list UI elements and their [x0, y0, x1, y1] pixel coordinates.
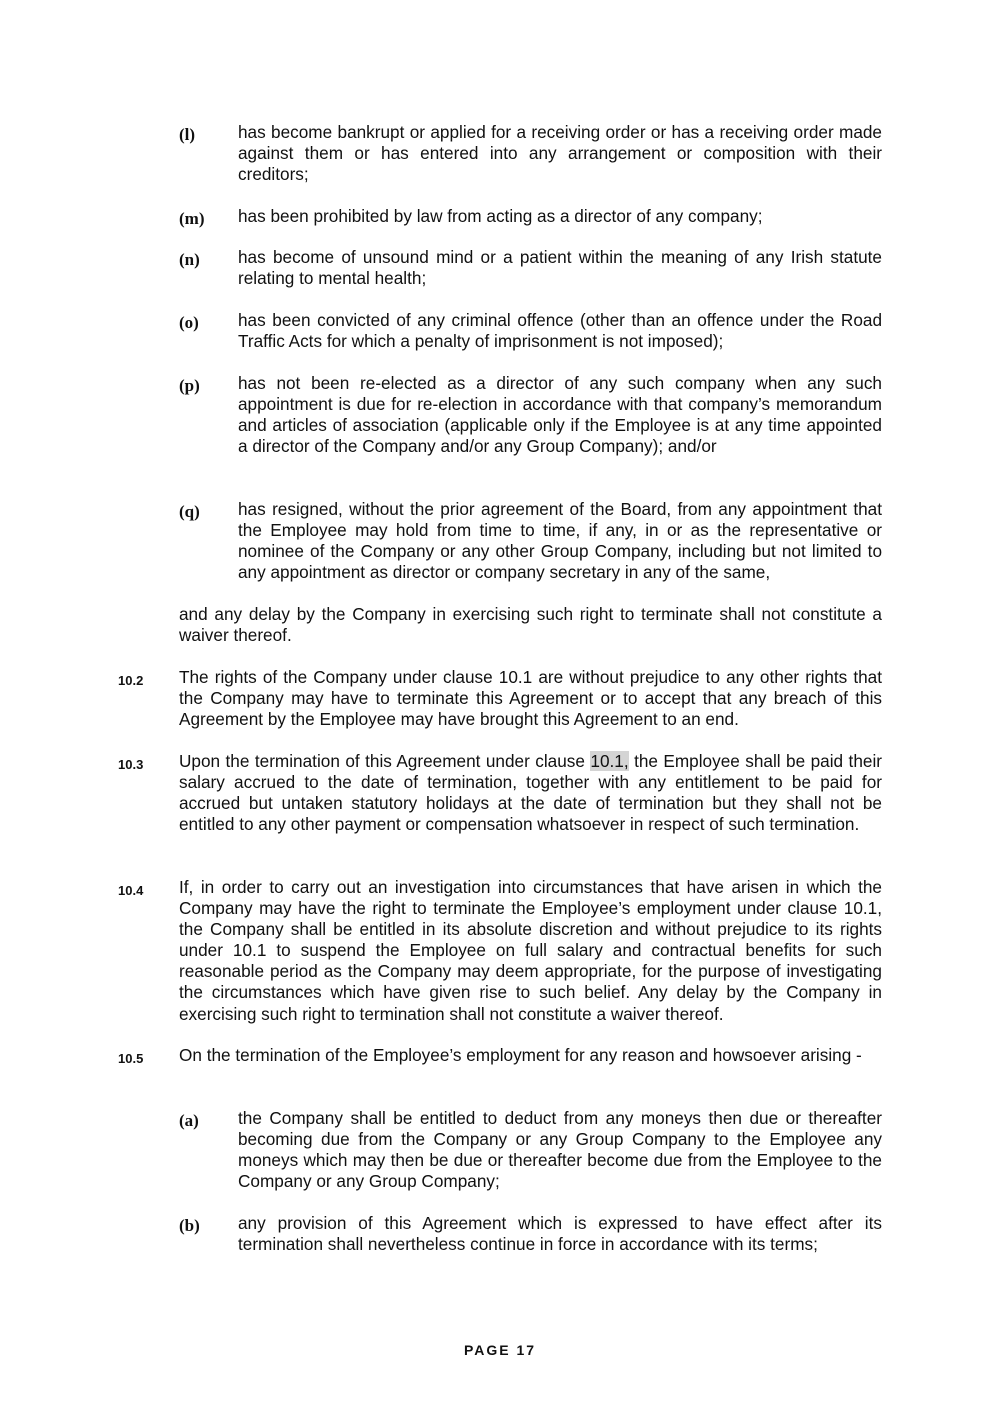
item-marker-p: (p): [179, 376, 200, 395]
clause-number-10-3: 10.3: [118, 757, 144, 772]
highlighted-clause-reference: 10.1,: [590, 751, 629, 771]
clause-number-10-5: 10.5: [118, 1051, 144, 1066]
item-marker-b: (b): [179, 1216, 200, 1235]
item-m-text: has been prohibited by law from acting as a director of any company;: [238, 206, 763, 226]
item-marker-o: (o): [179, 313, 199, 332]
item-o-text: has been convicted of any criminal offence (other than an offence under the Road Traffic Acts for which a penalty of imprisonment is not imposed);: [238, 310, 882, 352]
clause-number-10-2: 10.2: [118, 673, 144, 688]
item-marker-n: (n): [179, 250, 200, 269]
item-b-text: any provision of this Agreement which is expressed to have effect after its termination shall nevertheless continue in force in accordance with its terms;: [238, 1213, 882, 1255]
clause-10-5-text: On the termination of the Employee’s employment for any reason and howsoever arising -: [179, 1045, 862, 1065]
clause-10-2-text: The rights of the Company under clause 10.1 are without prejudice to any other rights that the Company may have to terminate this Agreement or to accept that any breach of this Agreement by the Employee may have brought this Agreement to an end.: [179, 667, 882, 730]
item-n-text: has become of unsound mind or a patient within the meaning of any Irish statute relating to mental health;: [238, 247, 882, 289]
item-marker-q: (q): [179, 502, 200, 521]
clause-10-3-text-start: Upon the termination of this Agreement under clause: [179, 751, 591, 771]
clause-10-3-text-end: the Employee shall be paid their salary accrued to the date of termination, together with any entitlement to be paid for accrued but untaken statutory holidays at the date of termination but they shall not be entitled to any other payment or compensation whatsoever in respect of such termination.: [179, 751, 882, 835]
item-marker-m: (m): [179, 209, 205, 228]
item-q-text: has resigned, without the prior agreement of the Board, from any appointment that the Employee may hold from time to time, if any, in or as the representative or nominee of the Company or any other Group Company, including but not limited to any appointment as director or company secretary in any of the same,: [238, 499, 882, 583]
clause-10-3-text: [179, 751, 882, 835]
item-marker-l: (l): [179, 125, 196, 144]
item-marker-a: (a): [179, 1111, 199, 1130]
item-l-text: has become bankrupt or applied for a receiving order or has a receiving order made against them or has entered into any arrangement or composition with their creditors;: [238, 122, 882, 185]
closing-paragraph: and any delay by the Company in exercising such right to terminate shall not constitute a waiver thereof.: [179, 604, 882, 646]
clause-10-4-text: If, in order to carry out an investigation into circumstances that have arisen in which the Company may have the right to terminate the Employee’s employment under clause 10.1, the Company shall be entitled in its absolute discretion and without prejudice to its rights under 10.1 to suspend the Employee on full salary and contractual benefits for such reasonable period as the Company may deem appropriate, for the purpose of investigating the circumstances which have given rise to such belief. Any delay by the Company in exercising such right to termination shall not constitute a waiver thereof.: [179, 877, 882, 1024]
page-number-footer: PAGE 17: [463, 1342, 537, 1358]
item-a-text: the Company shall be entitled to deduct from any moneys then due or thereafter becoming due from the Company or any Group Company to the Employee any moneys which may then be due or thereafter become due from the Employee to the Company or any Group Company;: [238, 1108, 882, 1192]
item-p-text: has not been re-elected as a director of any such company when any such appointment is due for re-election in accordance with that company’s memorandum and articles of association (applicable only if the Employee is at any time appointed a director of the Company and/or any Group Company); and/or: [238, 373, 882, 457]
clause-number-10-4: 10.4: [118, 883, 144, 898]
